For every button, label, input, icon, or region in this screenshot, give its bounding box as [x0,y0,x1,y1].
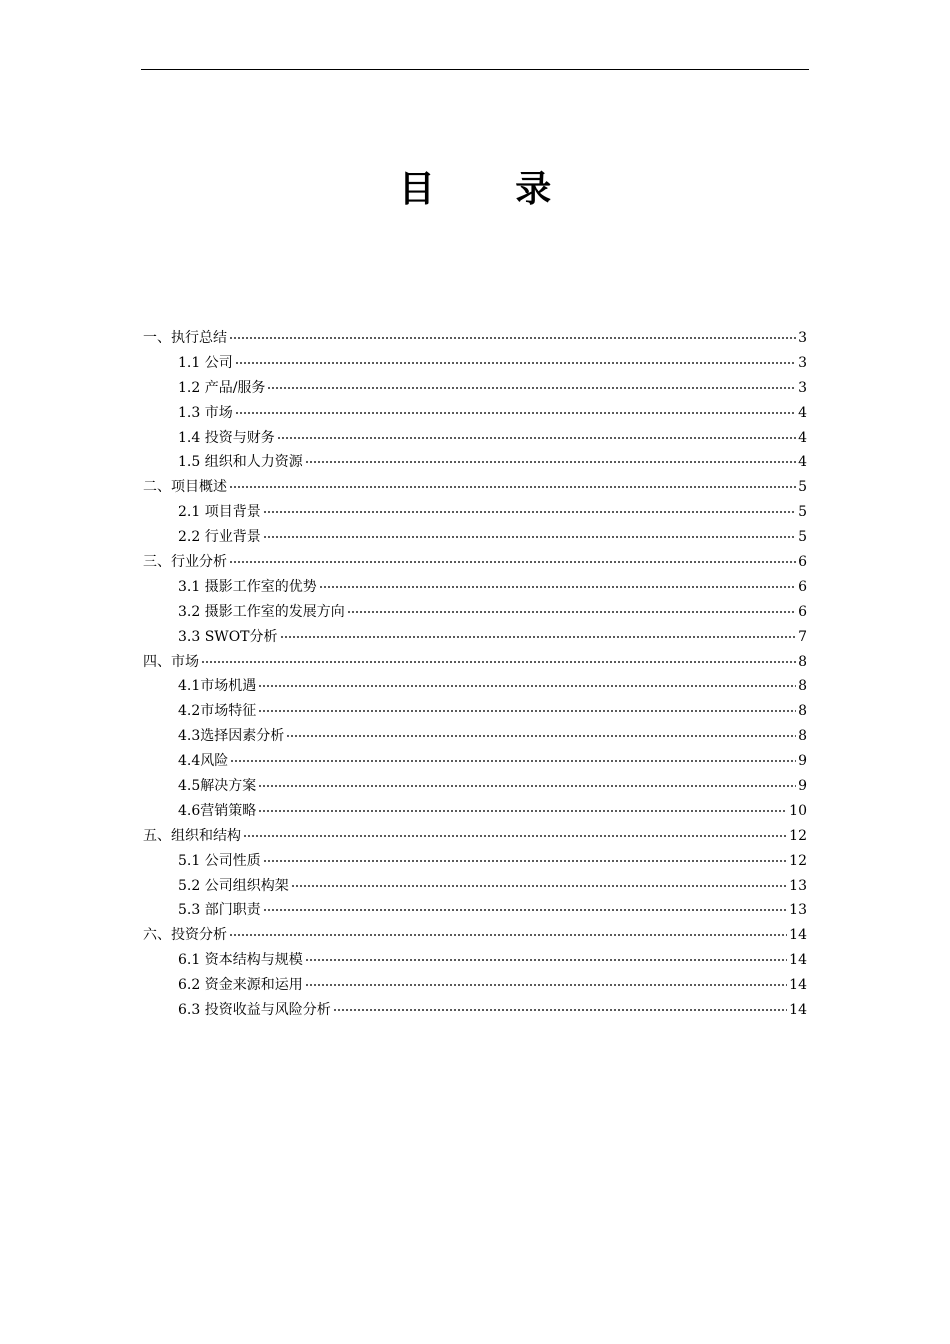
toc-entry-label: 4.1市场机遇 [178,678,257,695]
toc-entry-label: 1.2 产品/服务 [178,379,266,396]
toc-entry-label: 6.1 资本结构与规模 [178,952,303,969]
toc-page-number: 13 [789,877,807,894]
toc-dot-leader [243,835,787,837]
toc-entry-label: 六、投资分析 [143,927,227,944]
toc-dot-leader [347,611,796,613]
toc-section-entry[interactable] [143,500,807,525]
toc-section-entry[interactable] [143,600,807,625]
toc-dot-leader [258,710,796,712]
toc-entry-label: 1.4 投资与财务 [178,429,275,446]
toc-entry-label: 三、行业分析 [143,554,227,571]
toc-section-entry[interactable] [143,401,807,426]
toc-section-entry[interactable] [143,575,807,600]
toc-entry-label: 4.5解决方案 [178,778,257,795]
toc-page-number: 13 [789,902,807,919]
header-rule [141,69,809,70]
toc-dot-leader [280,636,797,638]
toc-page-number: 4 [798,454,807,471]
toc-page-number: 6 [798,603,807,620]
toc-dot-leader [230,760,796,762]
toc-page-number: 4 [798,429,807,446]
toc-section-entry[interactable] [143,525,807,550]
toc-page-number: 9 [798,778,807,795]
toc-entry-label: 2.1 项目背景 [178,504,261,521]
toc-entry-label: 五、组织和结构 [143,827,241,844]
toc-dot-leader [291,885,787,887]
toc-entry-label: 四、市场 [143,653,199,670]
toc-entry-label: 6.2 资金来源和运用 [178,977,303,994]
toc-dot-leader [263,511,796,513]
toc-page-number: 6 [798,554,807,571]
toc-chapter-entry[interactable] [143,475,807,500]
toc-page-number: 14 [789,977,807,994]
toc-dot-leader [286,735,796,737]
toc-section-entry[interactable] [143,699,807,724]
toc-dot-leader [263,860,787,862]
toc-dot-leader [258,785,796,787]
toc-entry-label: 5.1 公司性质 [178,852,261,869]
toc-entry-label: 4.6营销策略 [178,802,257,819]
toc-chapter-entry[interactable] [143,824,807,849]
toc-dot-leader [229,934,787,936]
toc-dot-leader [229,561,796,563]
toc-chapter-entry[interactable] [143,326,807,351]
toc-page-number: 14 [789,1002,807,1019]
toc-entry-label: 2.2 行业背景 [178,529,261,546]
toc-page-number: 5 [798,479,807,496]
toc-entry-label: 6.3 投资收益与风险分析 [178,1002,331,1019]
toc-entry-label: 一、执行总结 [143,330,227,346]
toc-page-number: 5 [798,529,807,546]
toc-dot-leader [333,1009,787,1011]
toc-dot-leader [258,810,787,812]
toc-section-entry[interactable] [143,898,807,923]
toc-section-entry[interactable] [143,973,807,998]
toc-page-number: 12 [789,852,807,869]
toc-entry-label: 3.3 SWOT分析 [178,628,278,645]
toc-section-entry[interactable] [143,674,807,699]
toc-page-number: 3 [798,330,807,346]
toc-section-entry[interactable] [143,874,807,899]
toc-title: 目 录 [398,169,586,210]
toc-page-number: 8 [798,728,807,745]
toc-dot-leader [305,984,787,986]
table-of-contents [143,326,807,1023]
toc-chapter-entry[interactable] [143,650,807,675]
toc-entry-label: 4.2市场特征 [178,703,257,720]
toc-entry-label: 1.5 组织和人力资源 [178,454,303,471]
toc-page-number: 10 [789,802,807,819]
toc-section-entry[interactable] [143,948,807,973]
toc-entry-label: 4.4风险 [178,753,229,770]
toc-section-entry[interactable] [143,724,807,749]
toc-section-entry[interactable] [143,998,807,1023]
toc-section-entry[interactable] [143,625,807,650]
toc-page-number: 8 [798,653,807,670]
toc-section-entry[interactable] [143,450,807,475]
toc-entry-label: 5.2 公司组织构架 [178,877,289,894]
toc-entry-label: 1.3 市场 [178,404,233,421]
toc-chapter-entry[interactable] [143,550,807,575]
toc-entry-label: 3.1 摄影工作室的优势 [178,578,317,595]
toc-dot-leader [305,461,796,463]
toc-dot-leader [229,337,796,339]
toc-dot-leader [263,536,796,538]
toc-page-number: 4 [798,404,807,421]
toc-dot-leader [277,437,796,439]
toc-section-entry[interactable] [143,774,807,799]
toc-entry-label: 5.3 部门职责 [178,902,261,919]
toc-dot-leader [258,685,796,687]
toc-section-entry[interactable] [143,749,807,774]
toc-entry-label: 3.2 摄影工作室的发展方向 [178,603,345,620]
toc-page-number: 8 [798,703,807,720]
toc-page-number: 3 [798,354,807,371]
toc-section-entry[interactable] [143,426,807,451]
toc-section-entry[interactable] [143,849,807,874]
toc-dot-leader [229,486,796,488]
toc-dot-leader [235,412,796,414]
toc-page-number: 9 [798,753,807,770]
toc-chapter-entry[interactable] [143,923,807,948]
toc-section-entry[interactable] [143,376,807,401]
toc-dot-leader [201,661,796,663]
toc-page-number: 3 [798,379,807,396]
toc-page-number: 14 [789,927,807,944]
toc-entry-label: 4.3选择因素分析 [178,728,285,745]
toc-page-number: 5 [798,504,807,521]
toc-page-number: 8 [798,678,807,695]
toc-dot-leader [235,362,796,364]
toc-entry-label: 二、项目概述 [143,479,227,496]
toc-section-entry[interactable] [143,799,807,824]
toc-dot-leader [263,909,787,911]
toc-entry-label: 1.1 公司 [178,354,233,371]
toc-page-number: 7 [798,628,807,645]
toc-page-number: 6 [798,578,807,595]
toc-page-number: 14 [789,952,807,969]
toc-dot-leader [267,387,796,389]
toc-page-number: 12 [789,827,807,844]
toc-section-entry[interactable] [143,351,807,376]
toc-dot-leader [305,959,787,961]
toc-dot-leader [319,586,796,588]
